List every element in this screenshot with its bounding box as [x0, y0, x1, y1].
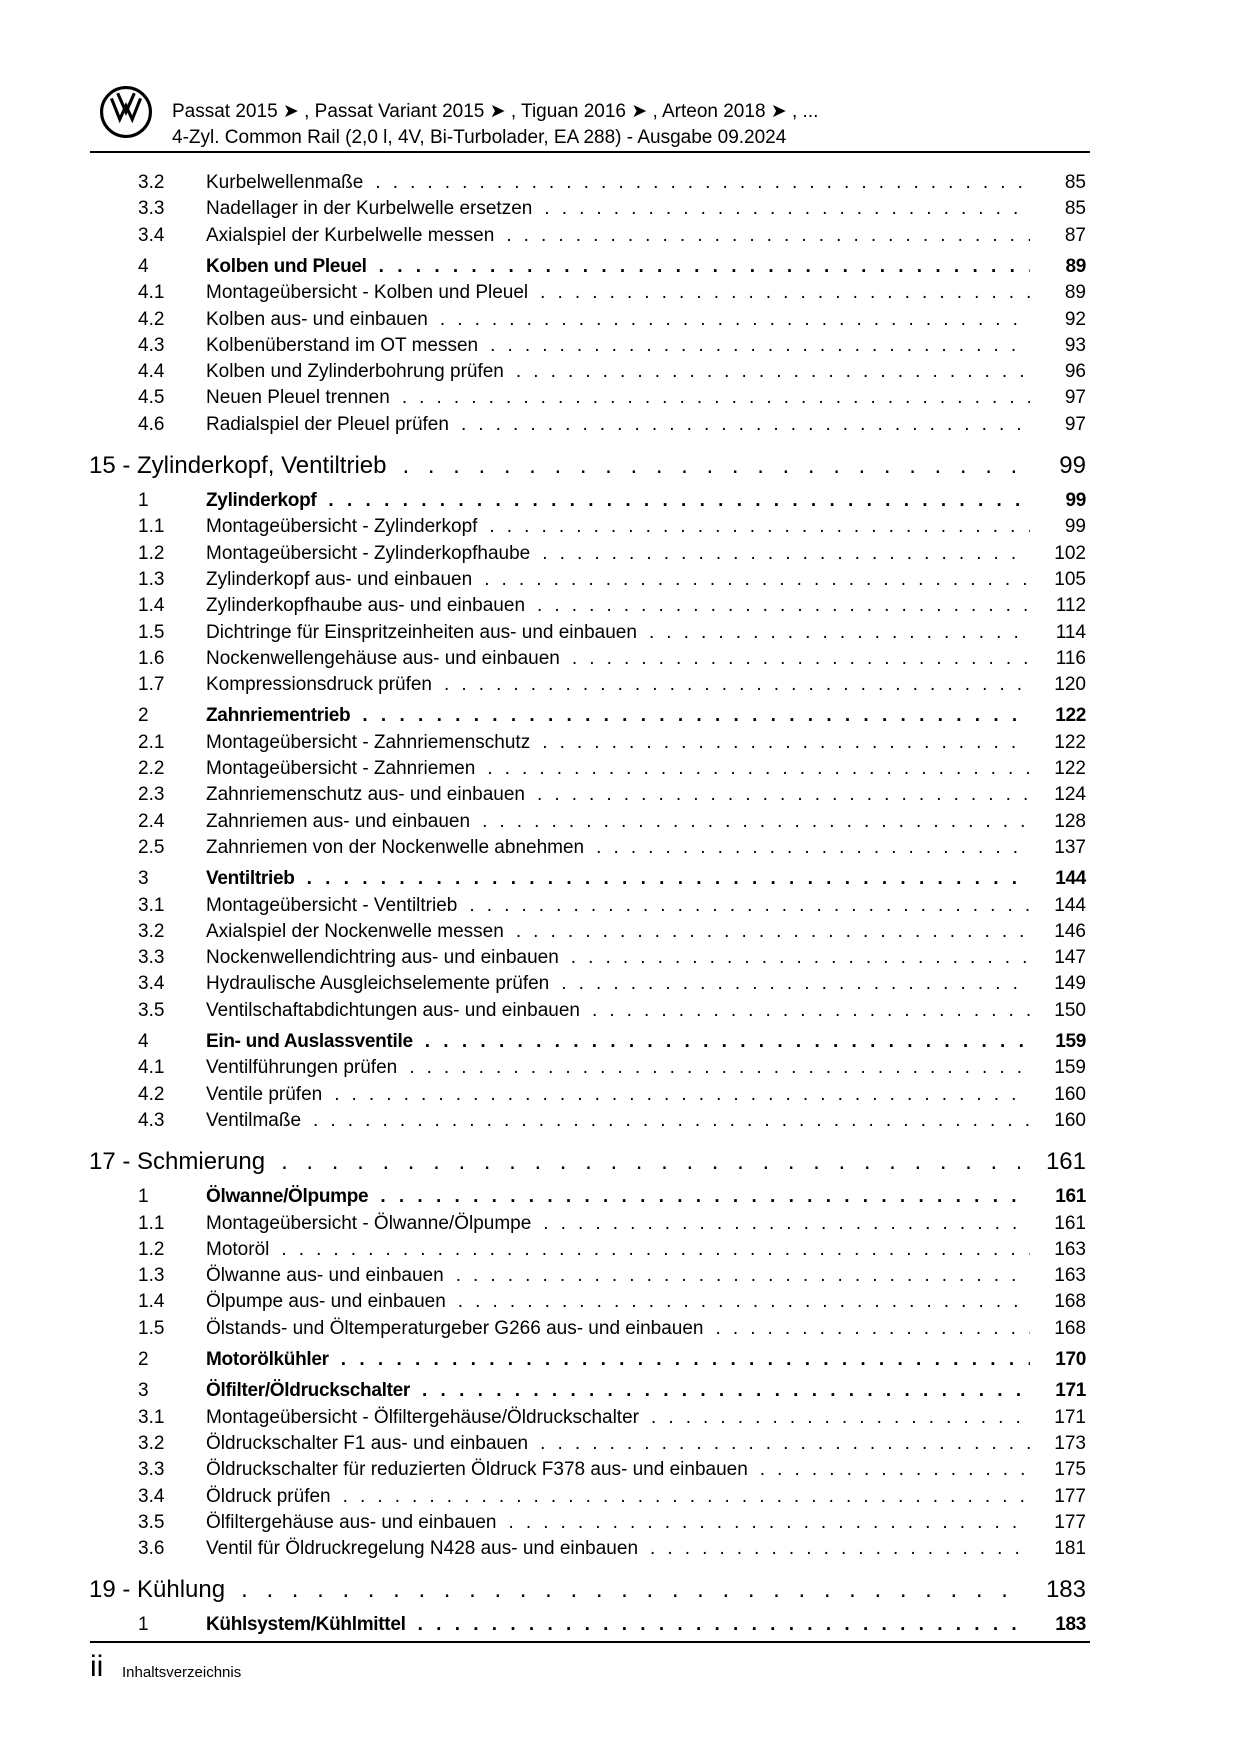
toc-dot-leader — [542, 732, 1030, 754]
toc-subsection[interactable] — [138, 895, 1086, 921]
toc-entry-title: Ölfiltergehäuse aus- und einbauen — [206, 1511, 497, 1533]
toc-dot-leader — [307, 868, 1030, 890]
toc-entry-page: 89 — [1065, 255, 1086, 277]
toc-dot-leader — [489, 516, 1030, 538]
toc-entry-title: Kolbenüberstand im OT messen — [206, 334, 479, 356]
toc-dot-leader — [506, 225, 1030, 247]
toc-subsection[interactable] — [138, 1057, 1086, 1083]
toc-dot-leader — [487, 758, 1030, 780]
toc-section[interactable] — [138, 1186, 1086, 1212]
toc-dot-leader — [281, 1239, 1030, 1261]
toc-entry-page: 159 — [1055, 1031, 1086, 1052]
toc-subsection[interactable] — [138, 1110, 1086, 1136]
toc-subsection[interactable] — [138, 973, 1086, 999]
footer-title: Inhaltsverzeichnis — [122, 1664, 242, 1681]
toc-section[interactable] — [138, 705, 1086, 731]
toc-subsection[interactable] — [138, 282, 1086, 308]
toc-entry-page: 161 — [1054, 1212, 1086, 1234]
toc-dot-leader — [484, 569, 1030, 591]
toc-entry-page: 85 — [1064, 172, 1086, 193]
toc-dot-leader — [543, 1213, 1030, 1235]
toc-entry-number: 1.1 — [138, 1212, 165, 1234]
toc-entry-number: 4.3 — [138, 1109, 165, 1131]
toc-entry-number: 3.4 — [138, 224, 165, 246]
toc-entry-number: 4 — [138, 255, 149, 277]
toc-dot-leader — [592, 1000, 1030, 1022]
toc-entry-number: 1.5 — [138, 621, 165, 643]
toc-entry-number: 4.3 — [138, 334, 165, 356]
toc-subsection[interactable] — [138, 1512, 1086, 1538]
toc-entry-page: 105 — [1054, 568, 1086, 590]
toc-dot-leader — [418, 1614, 1030, 1636]
toc-dot-leader — [341, 1349, 1030, 1371]
toc-entry-title: Zylinderkopfhaube aus- und einbauen — [206, 595, 526, 617]
toc-entry-number: 1 — [138, 1614, 149, 1636]
toc-entry-number: 3.1 — [138, 1406, 165, 1428]
toc-subsection[interactable] — [138, 1538, 1086, 1564]
toc-dot-leader — [760, 1459, 1030, 1481]
toc-entry-page: 146 — [1054, 920, 1086, 942]
toc-subsection[interactable] — [138, 732, 1086, 758]
footer-page-number: ii — [90, 1650, 104, 1683]
toc-entry-number: 3.3 — [138, 947, 165, 969]
toc-dot-leader — [516, 361, 1030, 383]
toc-dot-leader — [440, 309, 1030, 331]
toc-subsection[interactable] — [138, 1291, 1086, 1317]
toc-entry-page: 173 — [1054, 1432, 1086, 1454]
toc-dot-leader — [537, 595, 1030, 617]
toc-entry-number: 4.4 — [138, 361, 165, 383]
toc-dot-leader — [596, 837, 1030, 859]
toc-entry-title: 17 - Schmierung — [89, 1148, 266, 1176]
toc-entry-title: Zylinderkopf — [206, 490, 317, 511]
toc-dot-leader — [334, 1084, 1030, 1106]
toc-entry-title: Kolben und Zylinderbohrung prüfen — [206, 361, 504, 383]
toc-entry-title: Ölpumpe aus- und einbauen — [206, 1291, 446, 1313]
toc-dot-leader — [571, 947, 1030, 969]
toc-dot-leader — [425, 1031, 1030, 1053]
toc-entry-number: 1.5 — [138, 1317, 165, 1339]
toc-subsection[interactable] — [138, 758, 1086, 784]
toc-subsection[interactable] — [138, 1407, 1086, 1433]
toc-entry-number: 1.1 — [138, 516, 165, 538]
toc-entry-page: 99 — [1065, 490, 1086, 511]
toc-subsection[interactable] — [138, 543, 1086, 569]
toc-entry-page: 96 — [1064, 361, 1086, 383]
toc-subsection[interactable] — [138, 1433, 1086, 1459]
toc-subsection[interactable] — [138, 947, 1086, 973]
toc-entry-number: 1.4 — [138, 1291, 165, 1313]
toc-entry-page: 147 — [1054, 947, 1086, 969]
toc-entry-page: 160 — [1054, 1109, 1086, 1131]
toc-entry-title: Dichtringe für Einspritzeinheiten aus- und einbauen — [206, 621, 637, 643]
toc-entry-number: 3.3 — [138, 198, 165, 220]
toc-entry-page: 159 — [1054, 1057, 1086, 1079]
toc-entry-number: 1.7 — [138, 674, 165, 696]
toc-entry-page: 122 — [1054, 731, 1086, 753]
toc-entry-title: Nockenwellengehäuse aus- und einbauen — [206, 647, 560, 669]
toc-entry-title: Montageübersicht - Ölfiltergehäuse/Öldruckschalter — [206, 1406, 639, 1428]
toc-entry-number: 3.2 — [138, 1432, 165, 1454]
toc-dot-leader — [561, 973, 1030, 995]
toc-entry-title: Ölwanne aus- und einbauen — [206, 1265, 444, 1287]
toc-entry-title: Montageübersicht - Zahnriemen — [206, 758, 476, 779]
toc-subsection[interactable] — [138, 335, 1086, 361]
toc-entry-title: Montageübersicht - Kolben und Pleuel — [206, 282, 529, 304]
toc-dot-leader — [482, 811, 1030, 833]
toc-dot-leader — [540, 1433, 1030, 1455]
toc-entry-page: 163 — [1054, 1265, 1086, 1287]
toc-dot-leader — [508, 1512, 1030, 1534]
toc-dot-leader — [362, 705, 1030, 727]
toc-entry-page: 93 — [1064, 334, 1086, 356]
toc-subsection[interactable] — [138, 1239, 1086, 1265]
toc-subsection[interactable] — [138, 1265, 1086, 1291]
toc-entry-number: 3.4 — [138, 973, 165, 995]
toc-entry-title: Ventilmaße — [206, 1109, 302, 1131]
toc-entry-title: Axialspiel der Kurbelwelle messen — [206, 224, 495, 246]
toc-entry-title: Montageübersicht - Zylinderkopfhaube — [206, 542, 531, 564]
toc-entry-number: 1.2 — [138, 542, 165, 564]
toc-subsection[interactable] — [138, 837, 1086, 863]
toc-entry-number: 3.2 — [138, 920, 165, 942]
toc-entry-page: 150 — [1054, 999, 1086, 1021]
toc-dot-leader — [537, 784, 1030, 806]
toc-entry-number: 1.3 — [138, 1265, 165, 1287]
toc-entry-title: Hydraulische Ausgleichselemente prüfen — [206, 973, 550, 995]
toc-subsection[interactable] — [138, 784, 1086, 810]
toc-entry-title: Neuen Pleuel trennen — [206, 387, 390, 409]
toc-entry-title: Kompressionsdruck prüfen — [206, 674, 432, 696]
toc-entry-page: 177 — [1054, 1485, 1086, 1507]
toc-entry-title: Ventile prüfen — [206, 1083, 323, 1105]
toc-entry-title: Ventilschaftabdichtungen aus- und einbauen — [206, 999, 580, 1021]
toc-entry-page: 149 — [1054, 973, 1086, 995]
toc-entry-page: 170 — [1055, 1349, 1086, 1370]
toc-entry-title: Axialspiel der Nockenwelle messen — [206, 920, 504, 942]
toc-entry-number: 2.4 — [138, 810, 165, 832]
toc-entry-page: 128 — [1054, 810, 1086, 832]
toc-subsection[interactable] — [138, 1213, 1086, 1239]
toc-entry-page: 122 — [1054, 758, 1086, 779]
toc-entry-number: 2 — [138, 705, 149, 727]
toc-entry-number: 4.2 — [138, 1083, 165, 1105]
toc-entry-page: 87 — [1064, 224, 1086, 246]
toc-entry-page: 137 — [1054, 836, 1086, 858]
toc-entry-page: 102 — [1054, 542, 1086, 564]
toc-subsection[interactable] — [138, 622, 1086, 648]
toc-dot-leader — [380, 1186, 1030, 1208]
toc-entry-number: 1.2 — [138, 1238, 165, 1260]
toc-entry-title: Ventilführungen prüfen — [206, 1057, 398, 1079]
toc-dot-leader — [281, 1148, 1020, 1176]
toc-entry-number: 1.3 — [138, 568, 165, 590]
toc-entry-page: 92 — [1064, 308, 1086, 330]
toc-entry-title: Motorölkühler — [206, 1349, 329, 1370]
toc-dot-leader — [650, 1538, 1030, 1560]
toc-subsection[interactable] — [138, 414, 1086, 440]
toc-entry-number: 3.5 — [138, 999, 165, 1021]
toc-entry-title: Zahnriementrieb — [206, 705, 351, 727]
toc-entry-number: 3 — [138, 1380, 149, 1402]
toc-subsection[interactable] — [138, 1318, 1086, 1344]
toc-entry-title: Ventil für Öldruckregelung N428 aus- und einbauen — [206, 1538, 639, 1560]
toc-subsection[interactable] — [138, 387, 1086, 413]
toc-section[interactable] — [138, 490, 1086, 516]
toc-dot-leader — [241, 1576, 1020, 1604]
toc-chapter[interactable] — [89, 452, 1086, 484]
toc-subsection[interactable] — [138, 648, 1086, 674]
toc-entry-page: 144 — [1055, 868, 1086, 890]
toc-entry-page: 171 — [1054, 1406, 1086, 1428]
toc-entry-number: 3.6 — [138, 1538, 165, 1560]
toc-section[interactable] — [138, 868, 1086, 894]
toc-subsection[interactable] — [138, 1486, 1086, 1512]
toc-entry-title: Montageübersicht - Ölwanne/Ölpumpe — [206, 1212, 532, 1234]
toc-subsection[interactable] — [138, 1000, 1086, 1026]
toc-subsection[interactable] — [138, 921, 1086, 947]
toc-dot-leader — [651, 1407, 1030, 1429]
toc-entry-number: 1 — [138, 490, 149, 511]
toc-entry-number: 4.1 — [138, 1057, 165, 1079]
toc-entry-number: 4.6 — [138, 413, 165, 435]
toc-entry-page: 89 — [1064, 282, 1086, 304]
toc-entry-number: 3.3 — [138, 1459, 165, 1481]
toc-entry-title: Motoröl — [206, 1238, 270, 1260]
toc-chapter[interactable] — [89, 1576, 1086, 1608]
toc-dot-leader — [469, 895, 1030, 917]
toc-subsection[interactable] — [138, 1459, 1086, 1485]
toc-entry-title: Zylinderkopf aus- und einbauen — [206, 568, 473, 590]
toc-entry-page: 183 — [1055, 1614, 1086, 1636]
toc-entry-title: Zahnriemen aus- und einbauen — [206, 810, 471, 832]
toc-entry-title: Kühlsystem/Kühlmittel — [206, 1614, 406, 1636]
toc-section[interactable] — [138, 256, 1086, 282]
header-engine-edition: 4-Zyl. Common Rail (2,0 l, 4V, Bi-Turbolader, EA 288) - Ausgabe 09.2024 — [172, 127, 787, 148]
toc-entry-number: 4.2 — [138, 308, 165, 330]
toc-entry-page: 183 — [1045, 1576, 1086, 1604]
toc-entry-page: 177 — [1054, 1511, 1086, 1533]
toc-entry-title: Öldruckschalter für reduzierten Öldruck F378 aus- und einbauen — [206, 1459, 748, 1481]
toc-subsection[interactable] — [138, 811, 1086, 837]
toc-section[interactable] — [138, 1614, 1086, 1640]
toc-entry-title: Zahnriemenschutz aus- und einbauen — [206, 784, 525, 806]
toc-entry-title: Ventiltrieb — [206, 868, 295, 890]
toc-entry-page: 97 — [1064, 413, 1086, 435]
toc-dot-leader — [409, 1057, 1030, 1079]
toc-section[interactable] — [138, 1380, 1086, 1406]
toc-entry-title: Montageübersicht - Zahnriemenschutz — [206, 731, 531, 753]
toc-entry-page: 161 — [1045, 1148, 1086, 1176]
toc-entry-page: 171 — [1055, 1380, 1086, 1402]
toc-entry-number: 3.5 — [138, 1511, 165, 1533]
toc-entry-number: 3.1 — [138, 894, 165, 916]
toc-entry-number: 2 — [138, 1349, 149, 1370]
toc-subsection[interactable] — [138, 225, 1086, 251]
toc-dot-leader — [375, 172, 1030, 194]
toc-dot-leader — [715, 1318, 1030, 1340]
toc-subsection[interactable] — [138, 309, 1086, 335]
toc-section[interactable] — [138, 1349, 1086, 1375]
toc-dot-leader — [544, 198, 1030, 220]
toc-entry-number: 2.1 — [138, 731, 165, 753]
toc-entry-page: 85 — [1064, 198, 1086, 220]
toc-entry-page: 181 — [1054, 1538, 1086, 1560]
toc-entry-page: 99 — [1059, 452, 1086, 479]
toc-subsection[interactable] — [138, 516, 1086, 542]
toc-dot-leader — [458, 1291, 1030, 1313]
toc-entry-title: Ölwanne/Ölpumpe — [206, 1186, 369, 1208]
toc-subsection[interactable] — [138, 595, 1086, 621]
toc-entry-title: 15 - Zylinderkopf, Ventiltrieb — [89, 452, 387, 479]
toc-entry-number: 3.4 — [138, 1485, 165, 1507]
toc-entry-title: Kolben aus- und einbauen — [206, 308, 428, 330]
toc-entry-page: 99 — [1064, 516, 1086, 538]
toc-entry-page: 122 — [1055, 705, 1086, 727]
toc-entry-page: 160 — [1054, 1083, 1086, 1105]
toc-dot-leader — [313, 1110, 1030, 1132]
toc-entry-title: Radialspiel der Pleuel prüfen — [206, 413, 449, 435]
toc-dot-leader — [343, 1486, 1030, 1508]
toc-dot-leader — [490, 335, 1030, 357]
toc-entry-page: 175 — [1054, 1459, 1086, 1481]
toc-subsection[interactable] — [138, 1084, 1086, 1110]
toc-entry-number: 3.2 — [138, 172, 165, 193]
toc-dot-leader — [516, 921, 1030, 943]
toc-entry-title: Ölfilter/Öldruckschalter — [206, 1380, 410, 1402]
toc-section[interactable] — [138, 1031, 1086, 1057]
toc-entry-number: 2.3 — [138, 784, 165, 806]
toc-entry-page: 163 — [1054, 1238, 1086, 1260]
toc-entry-page: 116 — [1055, 647, 1086, 669]
toc-entry-title: 19 - Kühlung — [89, 1576, 226, 1604]
toc-entry-page: 114 — [1055, 621, 1086, 643]
toc-subsection[interactable] — [138, 674, 1086, 700]
toc-dot-leader — [402, 387, 1030, 409]
toc-entry-title: Nadellager in der Kurbelwelle ersetzen — [206, 198, 533, 220]
toc-entry-title: Ölstands- und Öltemperaturgeber G266 aus- und einbauen — [206, 1317, 704, 1339]
toc-entry-title: Zahnriemen von der Nockenwelle abnehmen — [206, 836, 585, 858]
toc-dot-leader — [422, 1380, 1030, 1402]
toc-dot-leader — [572, 648, 1030, 670]
toc-entry-number: 3 — [138, 868, 149, 890]
toc-entry-number: 4.5 — [138, 387, 165, 409]
footer-divider — [90, 1641, 1090, 1643]
toc-entry-page: 161 — [1055, 1186, 1086, 1208]
toc-dot-leader — [444, 674, 1030, 696]
toc-entry-number: 2.2 — [138, 758, 165, 779]
toc-entry-number: 1.4 — [138, 595, 165, 617]
toc-entry-number: 4.1 — [138, 282, 165, 304]
toc-entry-title: Nockenwellendichtring aus- und einbauen — [206, 947, 559, 969]
toc-subsection[interactable] — [138, 172, 1086, 198]
toc-entry-title: Kurbelwellenmaße — [206, 172, 364, 193]
toc-entry-title: Ein- und Auslassventile — [206, 1031, 413, 1052]
toc-dot-leader — [649, 622, 1030, 644]
toc-entry-page: 124 — [1054, 784, 1086, 806]
toc-dot-leader — [402, 452, 1020, 480]
toc-entry-page: 120 — [1054, 674, 1086, 696]
toc-dot-leader — [461, 414, 1030, 436]
toc-entry-title: Montageübersicht - Ventiltrieb — [206, 894, 458, 916]
toc-subsection[interactable] — [138, 198, 1086, 224]
toc-entry-number: 4 — [138, 1031, 149, 1052]
toc-dot-leader — [379, 256, 1030, 278]
toc-dot-leader — [456, 1265, 1030, 1287]
toc-entry-title: Montageübersicht - Zylinderkopf — [206, 516, 478, 538]
toc-subsection[interactable] — [138, 569, 1086, 595]
toc-dot-leader — [328, 490, 1030, 512]
toc-entry-title: Kolben und Pleuel — [206, 255, 367, 277]
toc-entry-page: 97 — [1064, 387, 1086, 409]
header-vehicle-models: Passat 2015 ➤ , Passat Variant 2015 ➤ , Tiguan 2016 ➤ , Arteon 2018 ➤ , ... — [172, 101, 819, 122]
toc-entry-number: 1 — [138, 1186, 149, 1208]
toc-entry-number: 2.5 — [138, 836, 165, 858]
toc-subsection[interactable] — [138, 361, 1086, 387]
toc-chapter[interactable] — [89, 1148, 1086, 1180]
toc-entry-title: Öldruck prüfen — [206, 1485, 331, 1507]
toc-entry-page: 144 — [1054, 894, 1086, 916]
toc-entry-title: Öldruckschalter F1 aus- und einbauen — [206, 1432, 529, 1454]
toc-entry-page: 168 — [1054, 1291, 1086, 1313]
toc-entry-page: 168 — [1054, 1317, 1086, 1339]
toc-entry-number: 1.6 — [138, 647, 165, 669]
toc-entry-page: 112 — [1055, 595, 1086, 617]
toc-dot-leader — [542, 543, 1030, 565]
toc-dot-leader — [540, 282, 1030, 304]
